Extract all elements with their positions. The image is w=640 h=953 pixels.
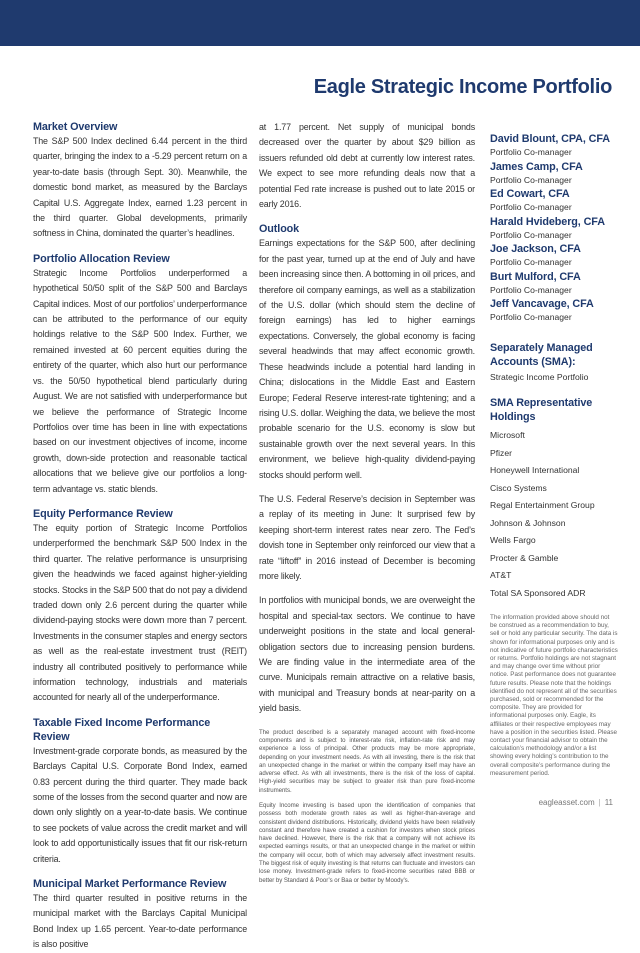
manager-name: Joe Jackson, CFA <box>490 243 581 255</box>
holding-item: AT&T <box>490 570 512 580</box>
footer-website: eagleasset.com <box>538 798 595 807</box>
holding-item: Procter & Gamble <box>490 552 559 563</box>
holding-item: Pfizer <box>490 447 512 458</box>
municipal-market-text: The third quarter resulted in positive returns in the municipal market with the Barclays Capital Municipal Bond Index up 1.65 percent. Year-to-date performance is also positive <box>33 893 247 950</box>
page-title: Eagle Strategic Income Portfolio <box>313 76 612 98</box>
sidebar <box>490 132 618 778</box>
manager-role: Portfolio Co-manager <box>490 312 572 322</box>
portfolio-allocation-heading: Portfolio Allocation Review <box>33 252 170 265</box>
manager-name: Harald Hvideberg, CFA <box>490 215 605 228</box>
holding-item: Cisco Systems <box>490 482 547 493</box>
manager-list <box>490 132 618 325</box>
manager-name: Ed Cowart, CFA <box>490 188 570 200</box>
manager-name: David Blount, CPA, CFA <box>490 133 610 145</box>
manager-role: Portfolio Co-manager <box>490 202 572 212</box>
disclosure-text: Equity Income investing is based upon the identification of companies that possess both moderate growth rates as well as higher-than-average and consistent dividend distributions. Historically, dividend yields have been relatively constant and therefore have created a cushion for investors when stock prices have declined. However, there is the risk that a company will not achieve its expected earnings results, or that an unexpected change in the market or within the company will occur, both of which may adversely affect investment results. The biggest risk of equity investing is that returns can fluctuate and investors can lose money. Investment-grade refers to fixed-income securities rated BBB or better by Standard & Poor’s or Baa or better by Moody’s. <box>259 802 475 884</box>
manager-name: Jeff Vancavage, CFA <box>490 298 594 310</box>
column-middle <box>259 120 475 885</box>
holding-item: Regal Entertainment Group <box>490 500 595 510</box>
portfolio-allocation-text: Strategic Income Portfolios underperformed a hypothetical 50/50 split of the S&P 500 and Barclays Capital indices. Most of our portfolios’ underperformance can be attributed to the performance of our equity holdings relative to the S&P 500 Index. Further, we remained invested at 60 percent equities during the entirety of the quarter, which also hurt our performance vs. the 50/50 hypothetical blend particularly during August. We are not satisfied with underperformance but we believe the performance of Strategic Income Portfolios over time has been in line with expectations based on our investment objectives of income, income growth, down-side protection and reasonable tactical allocations that we believe give our portfolios a long-term advantage vs. static blends. <box>33 267 247 494</box>
outlook-paragraph: Earnings expectations for the S&P 500, after declining for the past year, turned up at the end of July and have been increasing since then. A bottoming in oil prices, and therefore oil company earnings, as well as a stabilization of the U.S. dollar (which should stem the decline of foreign earnings) has led to higher earnings expectations. Conversely, the global economy is facing several headwinds that may affect economic growth. These headwinds include a potential hard landing in China; dislocations in the Middle East and Eastern Europe; Federal Reserve interest-rate tightening; and a rising U.S. dollar. Weighing the data, we believe the most probable scenario for the U.S. economy is slow but sustainable growth over the next several years. In this environment, we believe high-quality dividend-paying stocks should perform well. <box>259 238 475 480</box>
taxable-fixed-income-heading: Taxable Fixed Income Performance Review <box>33 716 211 743</box>
municipal-continued-text: at 1.77 percent. Net supply of municipal bonds decreased over the quarter by about $29 billion as issuers refunded old debt at currently low interest rates. We expect to see more refunding deals now that a potential Fed rate increase is pushed out to late 2015 or early 2016. <box>259 122 475 210</box>
holding-item: Wells Fargo <box>490 535 536 545</box>
manager-role: Portfolio Co-manager <box>490 229 572 240</box>
manager-name: Burt Mulford, CFA <box>490 270 581 283</box>
sma-heading: Separately Managed Accounts (SMA): <box>490 341 593 368</box>
manager-role: Portfolio Co-manager <box>490 147 572 157</box>
holdings-disclaimer: The information provided above should not be construed as a recommendation to buy, sell or hold any particular security. The data is shown for informational purposes only and is not indicative of future portfolio characteristics or returns. Portfolio holdings are not stagnant and may change over time without prior notice. Past performance does not guarantee future results. Please note that the holdings identified do not represent all of the securities purchased, sold or recommended for the composite. They are provided for informational purposes only. Eagle, its affiliates or their respective employees may have a position in the securities listed. Please contact your financial advisor to obtain the calculation’s methodology and/or a list showing every holding’s contribution to the overall composite’s performance during the measurement period. <box>490 614 618 777</box>
page-footer <box>539 798 613 807</box>
outlook-paragraph: The U.S. Federal Reserve’s decision in September was a replay of its meeting in June: It surprised few by keeping short-term interest rates near zero. The Fed’s dovish tone in September only reinforced our view that a rate “liftoff” in 2016 instead of December is becoming more likely. <box>259 493 475 581</box>
holding-item: Honeywell International <box>490 465 580 475</box>
disclosure-text: The product described is a separately managed account with fixed-income components and is subject to interest-rate risk, inflation-rate risk and may experience a loss of principal. Other products may be more appropriate, depending on your investment needs. As with all investing, there is the risk that an unexpected change in the market or within the company itself may have an adverse effect. As with all investments, there is the risk of the loss of capital. High-yield securities may be subject to greater risk than pure fixed-income instruments. <box>259 728 475 794</box>
sma-value: Strategic Income Portfolio <box>490 371 589 382</box>
manager-role: Portfolio Co-manager <box>490 284 572 295</box>
municipal-market-heading: Municipal Market Performance Review <box>33 878 227 891</box>
holding-item: Johnson & Johnson <box>490 517 566 528</box>
manager-role: Portfolio Co-manager <box>490 174 572 185</box>
manager-name: James Camp, CFA <box>490 160 583 173</box>
page-number: 11 <box>604 798 613 807</box>
holdings-heading: SMA Representative Holdings <box>490 397 593 423</box>
equity-performance-heading: Equity Performance Review <box>33 507 173 520</box>
market-overview-text: The S&P 500 Index declined 6.44 percent in the third quarter, bringing the index to a -5.29 percent return on a year-to-date basis (through Sept. 30). Meanwhile, the domestic bond market, as measured by the Barclays Capital U.S. Aggregate Index, earned 1.23 percent in the third quarter. Global developments, primarily softness in China, dominated the quarter’s headlines. <box>33 136 247 239</box>
manager-role: Portfolio Co-manager <box>490 257 572 267</box>
market-overview-heading: Market Overview <box>33 121 118 133</box>
header-band <box>0 0 640 46</box>
taxable-fixed-income-text: Investment-grade corporate bonds, as measured by the Barclays Capital U.S. Corporate Bond Index, earned 0.83 percent during the third quarter. They made back some of the losses from the second quarter and now are down only slightly on a year-to-date basis. We continue to see pockets of value across the credit market and will look to add opportunistically issues that fit our risk-return criteria. <box>33 745 247 864</box>
equity-performance-text: The equity portion of Strategic Income Portfolios underperformed the benchmark S&P 500 Index in the third quarter. The relative performance is unsurprising given the headwinds we faced against higher-yielding stocks. Stocks in the S&P 500 that do not pay a dividend traded down only 2.6 percent during the quarter while dividend-paying stocks were down more than 7 percent. Investments in the consumer staples and energy sectors as well as the real-estate investment trust (REIT) industry all contributed positively to performance while information technology, industrials and materials accounted for nearly all of the underperformance. <box>33 522 247 703</box>
holding-item: Total SA Sponsored ADR <box>490 587 586 598</box>
holding-item: Microsoft <box>490 430 525 440</box>
holdings-list <box>490 427 618 602</box>
outlook-heading: Outlook <box>259 223 300 236</box>
footer-separator: | <box>598 798 601 807</box>
outlook-paragraph: In portfolios with municipal bonds, we are overweight the hospital and special-tax sectors. We continue to have underweight positions in the state and local general-obligation sectors due to increasing pension burdens. We are finding value in the intermediate area of the curve. Municipals remain attractive on a relative basis, with municipal and Treasury bonds at near-parity on a yield basis. <box>259 595 475 714</box>
